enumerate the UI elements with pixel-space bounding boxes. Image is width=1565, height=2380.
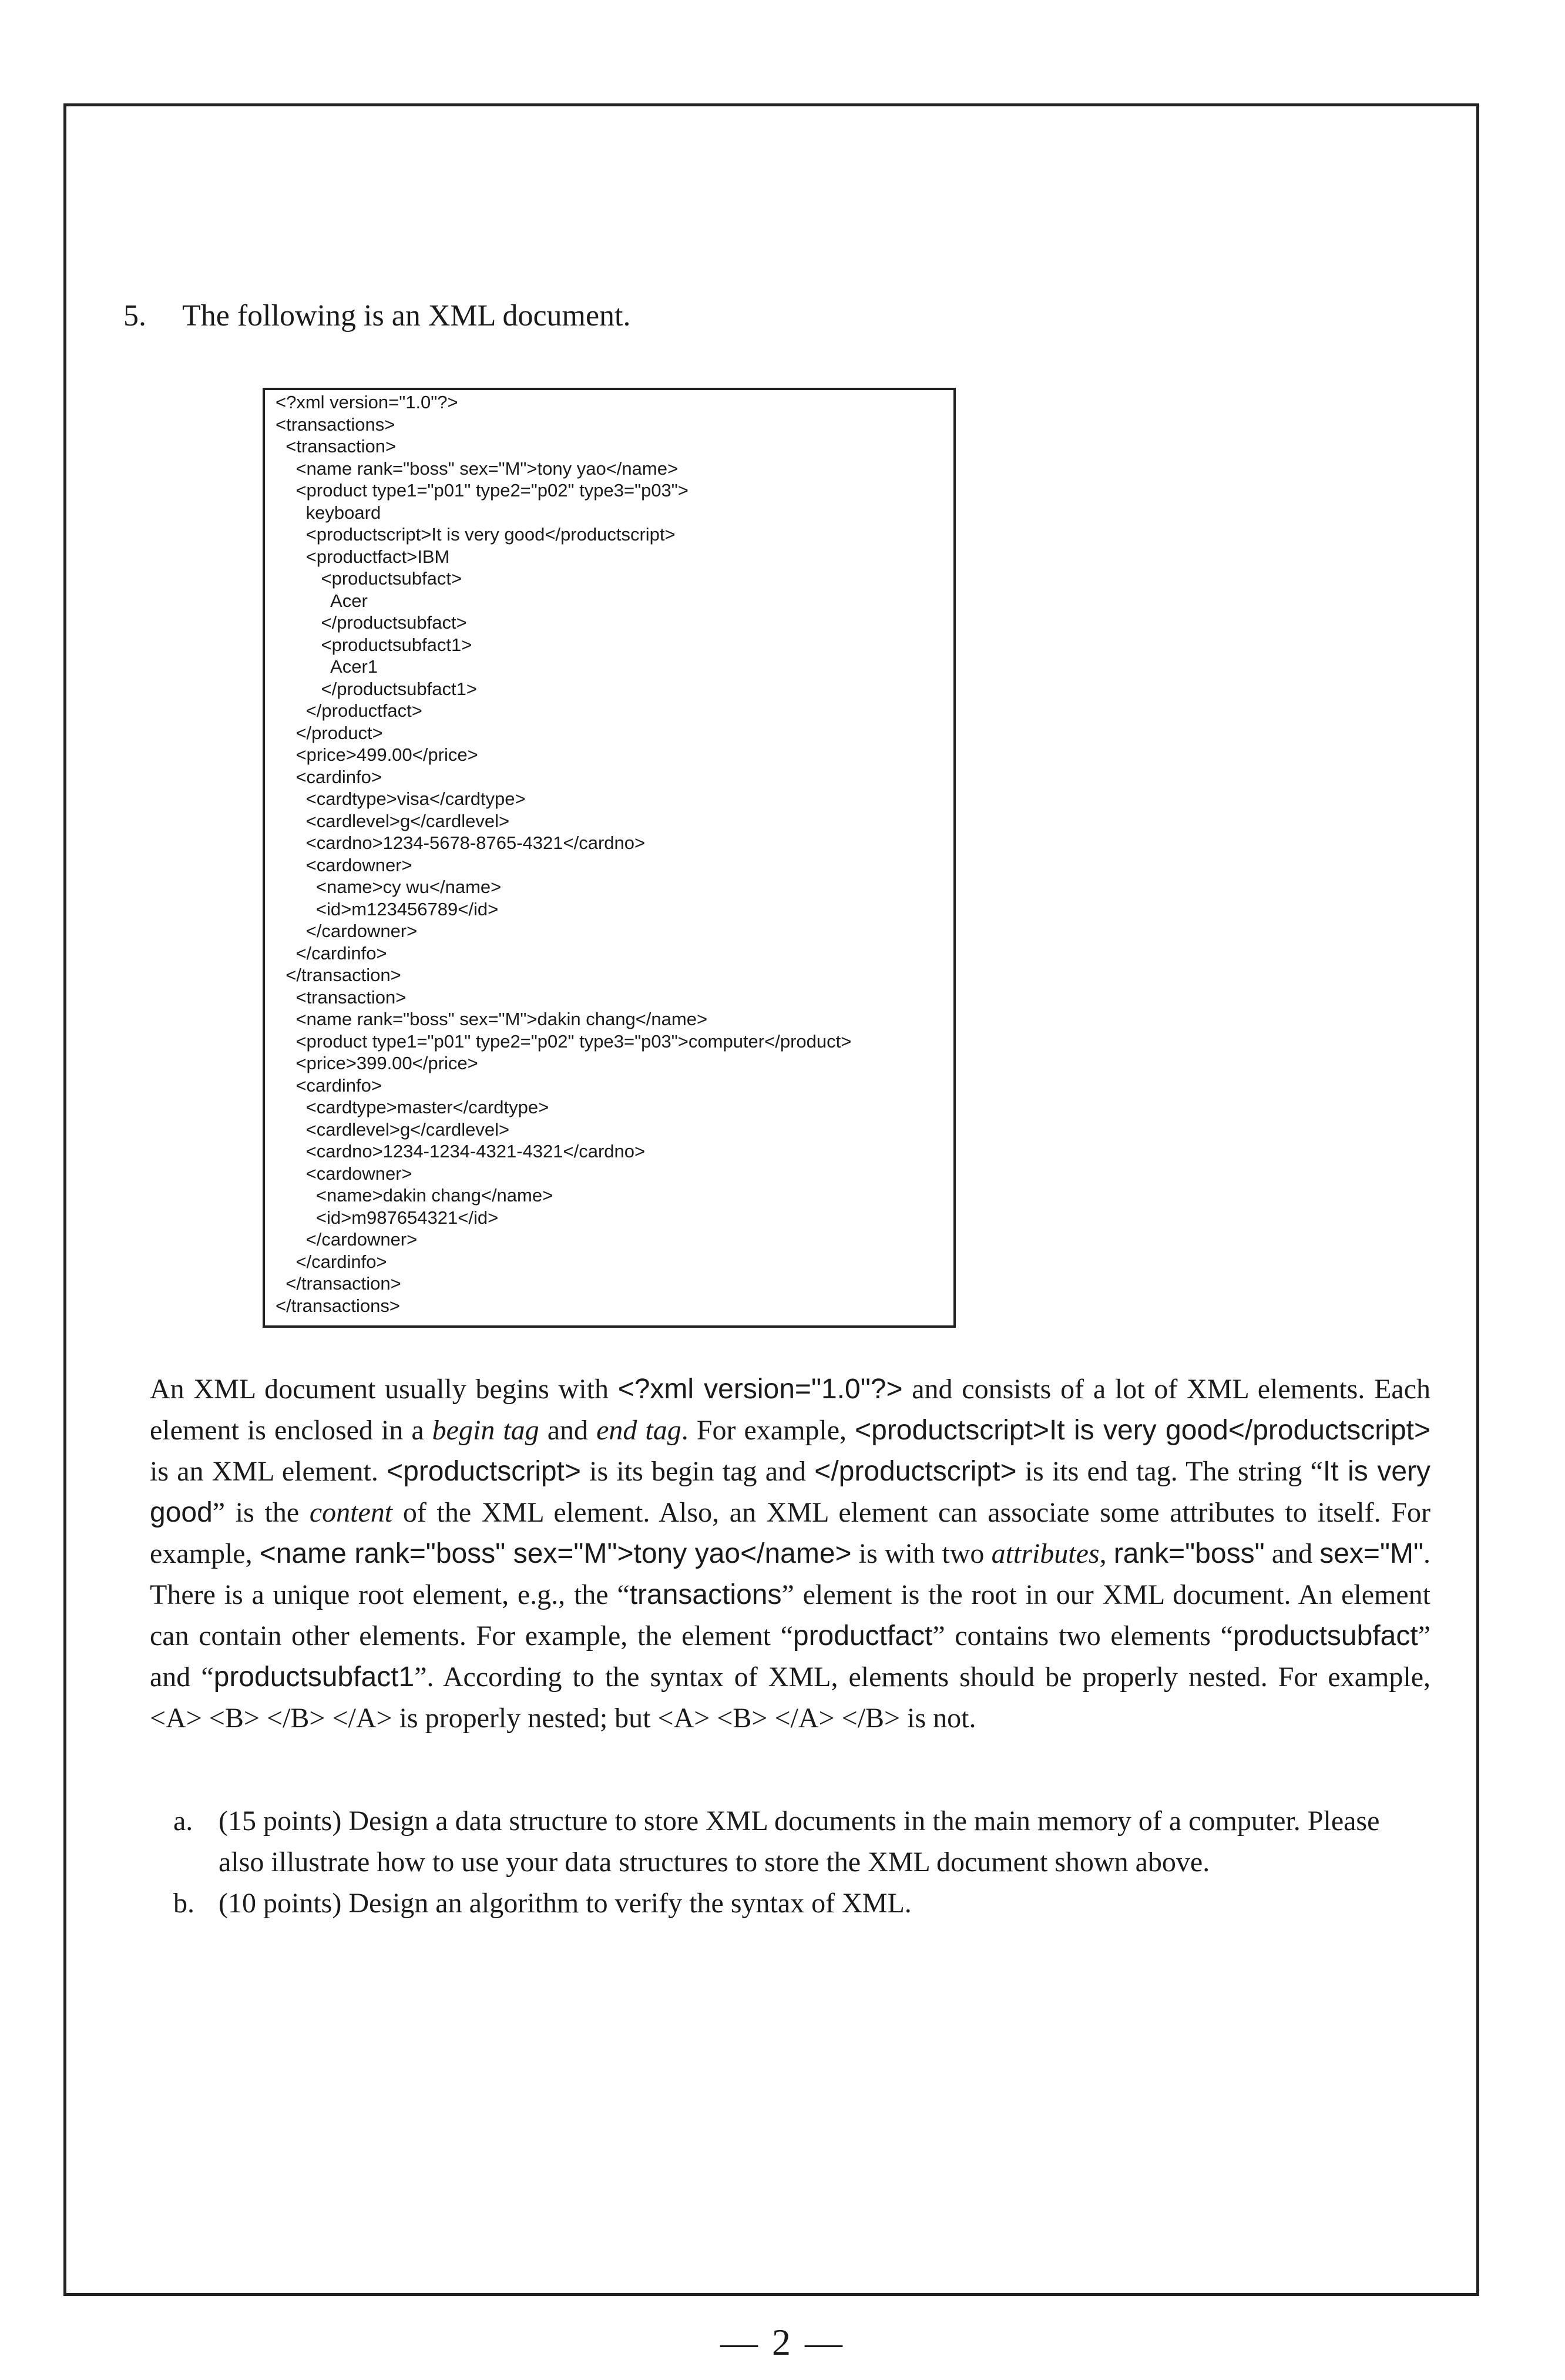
code-line: <name>dakin chang</name> (276, 1185, 553, 1206)
code-line: <name>cy wu</name> (276, 877, 502, 897)
paragraph-text: ” contains two elements “ (932, 1620, 1233, 1651)
code-line: <cardowner> (276, 1163, 412, 1184)
code-line: <?xml version="1.0"?> (276, 392, 458, 412)
inline-code: <productscript> (387, 1456, 581, 1487)
code-line: </productsubfact1> (276, 678, 477, 699)
paragraph-text: An XML document usually begins with (150, 1374, 618, 1405)
paragraph-text: is with two (851, 1538, 992, 1569)
code-line: <cardlevel>g</cardlevel> (276, 1119, 510, 1140)
inline-code: <name rank="boss" sex="M">tony yao</name> (259, 1538, 852, 1569)
code-line: <cardtype>visa</cardtype> (276, 788, 526, 809)
code-line: <price>499.00</price> (276, 744, 478, 765)
paragraph-text: ”. According to the syntax of XML, elements should be properly nested. For example, <A> <B> </B> </A> is properly nested; but <A> <B> </A> </B> is not. (150, 1661, 1430, 1734)
inline-code: productfact (792, 1620, 933, 1651)
code-line: <productfact>IBM (276, 546, 450, 567)
emphasis-term: end tag (596, 1415, 681, 1446)
page-number: — 2 — (720, 2321, 845, 2363)
code-line: <cardtype>master</cardtype> (276, 1097, 549, 1117)
emphasis-term: attributes (991, 1538, 1100, 1569)
paragraph-text: ” and “ (150, 1620, 1430, 1693)
code-line: <transaction> (276, 986, 407, 1008)
xml-code-box (263, 388, 956, 1328)
paragraph-text: . There is a unique root element, e.g., the “ (150, 1538, 1431, 1610)
sub-question-label: b. (173, 1888, 194, 1919)
code-line: <id>m123456789</id> (276, 898, 499, 919)
code-line: <cardinfo> (276, 1075, 382, 1096)
paragraph-text: is its end tag. The string “ (1016, 1456, 1323, 1487)
sub-question-label: a. (173, 1805, 193, 1837)
paragraph-text: is its begin tag and (580, 1456, 815, 1487)
code-line: </productsubfact> (276, 612, 467, 633)
code-line: </cardowner> (276, 921, 418, 941)
code-line: Acer (276, 590, 368, 611)
inline-code: <productscript>It is very good</productscript> (855, 1415, 1431, 1446)
paragraph-text: ” element is the root in our XML document. An element can contain other elements. For example, the element “ (150, 1579, 1430, 1651)
paragraph-text: is an XML element. (150, 1456, 387, 1487)
code-line: </cardowner> (276, 1229, 418, 1250)
emphasis-term: content (309, 1497, 393, 1528)
code-line: <name rank="boss" sex="M">tony yao</name> (276, 458, 679, 479)
paragraph-text: and (1264, 1538, 1320, 1569)
code-line: <transaction> (276, 436, 397, 456)
inline-code: sex="M" (1319, 1538, 1424, 1569)
paragraph-text: ” is the (212, 1497, 310, 1528)
paragraph-text: and (539, 1415, 597, 1446)
inline-code: productsubfact (1232, 1620, 1418, 1651)
paragraph-text: of the XML element. Also, an XML element can associate some attributes to itself. For example, (150, 1497, 1430, 1569)
question-heading (123, 298, 631, 333)
paragraph-text: and consists of a lot of XML elements. Each element is enclosed in a (150, 1374, 1431, 1446)
sub-question-b (150, 1883, 1430, 1924)
code-line: <transactions> (276, 414, 395, 435)
question-heading-text: The following is an XML document. (182, 299, 631, 333)
code-line: </transaction> (276, 1273, 401, 1294)
inline-code: <?xml version="1.0"?> (617, 1374, 903, 1405)
code-line: </transactions> (276, 1295, 400, 1316)
code-line: <cardowner> (276, 854, 412, 875)
code-line: </productfact> (276, 700, 422, 721)
code-line: keyboard (276, 502, 381, 523)
code-line: </cardinfo> (276, 942, 387, 964)
code-line: <name rank="boss" sex="M">dakin chang</name> (276, 1009, 708, 1029)
question-number: 5. (123, 299, 146, 333)
sub-question-text: (10 points) Design an algorithm to verify the syntax of XML. (219, 1888, 912, 1919)
inline-code: </productscript> (814, 1456, 1017, 1487)
code-line: <cardinfo> (276, 766, 382, 787)
code-line: <productscript>It is very good</productscript> (276, 524, 676, 545)
code-line: </transaction> (276, 965, 401, 985)
paragraph-text: , (1099, 1538, 1114, 1569)
emphasis-term: begin tag (432, 1415, 539, 1446)
code-line: <productsubfact1> (276, 634, 472, 655)
code-line: </cardinfo> (276, 1251, 387, 1272)
code-line: <price>399.00</price> (276, 1053, 478, 1073)
code-line: <id>m987654321</id> (276, 1207, 499, 1228)
inline-code: transactions (629, 1579, 782, 1610)
inline-code: It is very good (150, 1456, 1431, 1528)
inline-code: rank="boss" (1113, 1538, 1265, 1569)
inline-code: productsubfact1 (213, 1661, 415, 1693)
code-line: <product type1="p01" type2="p02" type3="p03"> (276, 480, 689, 501)
sub-question-a (150, 1801, 1430, 1883)
code-line: <product type1="p01" type2="p02" type3="p03">computer</product> (276, 1030, 852, 1052)
explanation-paragraph (150, 1369, 1430, 1739)
sub-question-text: (15 points) Design a data structure to store XML documents in the main memory of a computer. Please also illustrate how to use your data structures to store the XML document shown above. (219, 1805, 1380, 1878)
code-line: <productsubfact> (276, 568, 462, 589)
paragraph-text: . For example, (681, 1415, 855, 1446)
code-line: </product> (276, 722, 383, 743)
code-line: <cardlevel>g</cardlevel> (276, 810, 510, 831)
code-line: <cardno>1234-5678-8765-4321</cardno> (276, 833, 646, 853)
code-line: Acer1 (276, 656, 378, 677)
code-line: <cardno>1234-1234-4321-4321</cardno> (276, 1141, 646, 1162)
